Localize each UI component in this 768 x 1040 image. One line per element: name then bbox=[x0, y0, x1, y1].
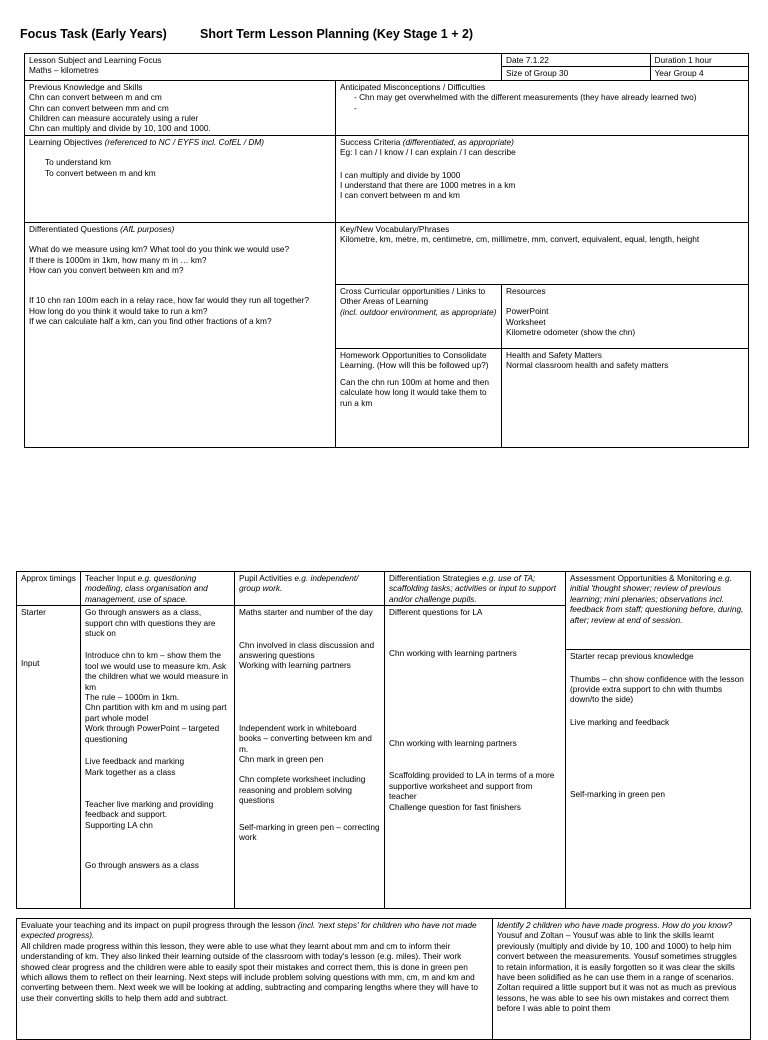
misconceptions-label: Anticipated Misconceptions / Difficulties bbox=[340, 81, 486, 92]
objective-item: To understand km bbox=[45, 157, 111, 168]
success-criteria-item: I understand that there are 1000 metres in a km bbox=[340, 180, 516, 191]
evaluation-text: All children made progress within this lesson, they were able to use what they learnt about mm and cm to inform their understanding of km. They also linked their learning outside of the classroom with today's lesson (e.g. miles). Their work showed clear progress and the children were able to easily spot their mistakes and correct them, this is done in green pen which allows them to reflect on their learning. Next steps will include problem solving questions with mm, cm, m and km and converting between them. Next week we will be looking at adding, subtracting and comparing lengths where they will have to use their converting skills to help them add and subtract. bbox=[21, 940, 479, 1003]
diff-independent: Chn working with learning partners bbox=[389, 738, 517, 749]
previous-knowledge-item: Chn can multiply and divide by 10, 100 and 1000. bbox=[29, 123, 211, 134]
previous-knowledge-item: Children can measure accurately using a ruler bbox=[29, 113, 199, 124]
year-group-field: Year Group 4 bbox=[654, 68, 704, 79]
success-criteria-cell bbox=[336, 135, 749, 222]
identify-children-cell bbox=[493, 919, 751, 1040]
resources-cell bbox=[502, 284, 749, 348]
questions-label: Differentiated Questions bbox=[29, 223, 118, 234]
lesson-plan-table bbox=[24, 53, 749, 448]
diff-scaffold-item: Challenge question for fast finishers bbox=[389, 801, 521, 812]
objectives-cell bbox=[25, 135, 336, 222]
header-differentiation bbox=[385, 572, 566, 606]
teacher-answers: Go through answers as a class bbox=[85, 860, 199, 871]
timings-column bbox=[17, 606, 81, 909]
header-diff-note: e.g. use of TA; scaffolding tasks; activities or input to support and/or challenge pupils. bbox=[389, 573, 556, 604]
subject-cell bbox=[25, 54, 502, 81]
pupil-self-marking: Self-marking in green pen – correcting work bbox=[239, 821, 380, 843]
teacher-input-item: Introduce chn to km – show them the tool we would use to measure km. Ask the children what we would measure in km bbox=[85, 650, 228, 692]
evaluation-table bbox=[16, 918, 751, 1040]
lesson-planning-title: Short Term Lesson Planning (Key Stage 1 + 2) bbox=[200, 27, 474, 41]
misconception-item: - bbox=[354, 102, 357, 113]
pupil-worksheet: Chn complete worksheet including reasoning and problem solving questions bbox=[239, 774, 366, 806]
vocabulary-text: Kilometre, km, metre, m, centimetre, cm, millimetre, mm, convert, equivalent, equal, length, height bbox=[340, 234, 700, 245]
question-item: What do we measure using km? What tool do you think we would use? bbox=[29, 244, 290, 255]
pupil-starter: Maths starter and number of the day bbox=[239, 607, 373, 618]
pupil-independent-item: Independent work in whiteboard books – converting between km and m. bbox=[239, 722, 372, 754]
question-item: How can you convert between km and m? bbox=[29, 265, 184, 276]
cross-curricular-label: Cross Curricular opportunities / Links to Other Areas of Learning bbox=[340, 285, 486, 307]
misconceptions-cell bbox=[336, 80, 749, 135]
teacher-input-column bbox=[81, 606, 235, 909]
pupil-input-item: Chn involved in class discussion and answering questions bbox=[239, 639, 375, 661]
header-pupil-activities bbox=[235, 572, 385, 606]
safety-label: Health and Safety Matters bbox=[506, 350, 602, 361]
assessment-item: Self-marking in green pen bbox=[570, 789, 666, 800]
header-pupil-note: e.g. independent/ group work. bbox=[239, 573, 359, 594]
homework-text: Can the chn run 100m at home and then calculate how long it would take them to run a km bbox=[340, 376, 489, 408]
input-label: Input bbox=[21, 657, 40, 668]
previous-knowledge-item: Chn can convert between mm and cm bbox=[29, 102, 169, 113]
document-title bbox=[20, 27, 474, 41]
date-duration-cell bbox=[502, 54, 749, 81]
diff-scaffold-item: Scaffolding provided to LA in terms of a more supportive worksheet and support from teacher bbox=[389, 770, 555, 802]
teacher-input-item: Chn partition with km and m using part part whole model bbox=[85, 702, 227, 723]
objectives-note: (referenced to NC / EYFS incl. CofEL / DM) bbox=[104, 136, 265, 147]
teacher-starter: Go through answers as a class, support chn with questions they are stuck on bbox=[85, 607, 216, 639]
safety-text: Normal classroom health and safety matters bbox=[506, 360, 669, 371]
assessment-column bbox=[566, 650, 751, 909]
teacher-input-item: The rule – 1000m in 1km. bbox=[85, 692, 180, 703]
success-criteria-note: (differentiated, as appropriate) bbox=[402, 136, 514, 147]
header-teacher-input bbox=[81, 572, 235, 606]
subject-label: Lesson Subject and Learning Focus bbox=[29, 55, 162, 65]
timing-table bbox=[16, 571, 751, 909]
success-criteria-item: I can convert between m and km bbox=[340, 190, 460, 201]
success-criteria-item: I can multiply and divide by 1000 bbox=[340, 169, 461, 180]
cross-curricular-cell bbox=[336, 284, 502, 348]
evaluation-cell bbox=[17, 919, 493, 1040]
resources-label: Resources bbox=[506, 285, 546, 296]
pupil-independent-item: Chn mark in green pen bbox=[239, 754, 324, 765]
duration-field: Duration 1 hour bbox=[650, 54, 748, 67]
header-assess-label: Assessment Opportunities & Monitoring bbox=[570, 573, 716, 583]
header-assessment bbox=[566, 572, 751, 650]
diff-input: Chn working with learning partners bbox=[389, 647, 517, 658]
teacher-marking-item: Supporting LA chn bbox=[85, 819, 153, 830]
previous-knowledge-cell bbox=[25, 80, 336, 135]
pupil-input-item: Working with learning partners bbox=[239, 660, 351, 671]
objective-item: To convert between m and km bbox=[45, 167, 156, 178]
evaluation-note: (incl. 'next steps' for children who have not made expected progress). bbox=[21, 920, 477, 941]
assessment-item: Thumbs – chn show confidence with the lesson (provide extra support to chn with thumbs down/to the side) bbox=[570, 673, 744, 705]
differentiation-column bbox=[385, 606, 566, 909]
diff-starter: Different questions for LA bbox=[389, 607, 483, 618]
teacher-live-item: Live feedback and marking bbox=[85, 756, 185, 767]
assessment-item: Starter recap previous knowledge bbox=[570, 651, 694, 662]
date-field: Date 7.1.22 bbox=[502, 54, 650, 67]
safety-cell bbox=[502, 349, 749, 448]
subject-value: Maths – kilometres bbox=[29, 65, 99, 76]
starter-label: Starter bbox=[21, 607, 46, 618]
header-pupil-label: Pupil Activities bbox=[239, 573, 293, 583]
objectives-label: Learning Objectives bbox=[29, 136, 103, 147]
questions-cell bbox=[25, 222, 336, 447]
previous-knowledge-label: Previous Knowledge and Skills bbox=[29, 81, 143, 92]
homework-label: Homework Opportunities to Consolidate Learning. (How will this be followed up?) bbox=[340, 350, 489, 371]
teacher-marking-item: Teacher live marking and providing feedback and support. bbox=[85, 798, 214, 820]
questions-note: (AfL purposes) bbox=[120, 223, 175, 234]
group-size-field: Size of Group 30 bbox=[502, 67, 650, 80]
success-criteria-example: Eg: I can / I know / I can explain / I can describe bbox=[340, 147, 516, 158]
identify-children-text: Yousuf and Zoltan – Yousuf was able to link the skills learnt previously (multiply and divide by 10, 100 and 1000) to help him convert between the measurements. Yousuf sometimes struggles to retain information, it is easily forgotten so it was clear the skills have been solidified as he can use them in a range of scenarios. Zoltan required a little support but it was not as much as previous lessons, he was able to see his own mistakes and correct them before I was able to point them bbox=[497, 930, 737, 1014]
question-item: If 10 chn ran 100m each in a relay race, how far would they run all together? bbox=[29, 295, 309, 306]
question-item: If there is 1000m in 1km, how many m in … km? bbox=[29, 254, 207, 265]
success-criteria-label: Success Criteria bbox=[340, 136, 401, 147]
header-timings: Approx timings bbox=[17, 572, 81, 606]
resource-item: Worksheet bbox=[506, 316, 546, 327]
resource-item: PowerPoint bbox=[506, 306, 549, 317]
evaluation-label: Evaluate your teaching and its impact on pupil progress through the lesson bbox=[21, 920, 296, 930]
vocabulary-cell bbox=[336, 222, 749, 284]
vocabulary-label: Key/New Vocabulary/Phrases bbox=[340, 223, 450, 234]
teacher-input-item: Work through PowerPoint – targeted questioning bbox=[85, 723, 220, 744]
resource-item: Kilometre odometer (show the chn) bbox=[506, 327, 636, 338]
previous-knowledge-item: Chn can convert between m and cm bbox=[29, 92, 162, 103]
header-teacher-note: e.g. questioning modelling, class organisation and management, use of space. bbox=[85, 573, 208, 604]
question-item: How long do you think it would take to run a km? bbox=[29, 305, 208, 316]
misconception-item: - Chn may get overwhelmed with the different measurements (they have already learned two) bbox=[354, 92, 697, 103]
assessment-item: Live marking and feedback bbox=[570, 716, 670, 727]
focus-task-title: Focus Task (Early Years) bbox=[20, 27, 167, 41]
question-item: If we can calculate half a km, can you find other fractions of a km? bbox=[29, 316, 272, 327]
cross-curricular-note: (incl. outdoor environment, as appropriate) bbox=[340, 306, 497, 317]
homework-cell bbox=[336, 349, 502, 448]
header-diff-label: Differentiation Strategies bbox=[389, 573, 480, 583]
header-assess-note: e.g. initial 'thought shower; review of previous learning; mini plenaries; observations incl. feedback from staff; questioning before, during, after; review at end of session. bbox=[570, 573, 744, 625]
identify-children-label: Identify 2 children who have made progress. How do you know? bbox=[497, 920, 733, 930]
header-teacher-label: Teacher Input bbox=[85, 573, 136, 583]
teacher-live-item: Mark together as a class bbox=[85, 766, 176, 777]
pupil-activities-column bbox=[235, 606, 385, 909]
